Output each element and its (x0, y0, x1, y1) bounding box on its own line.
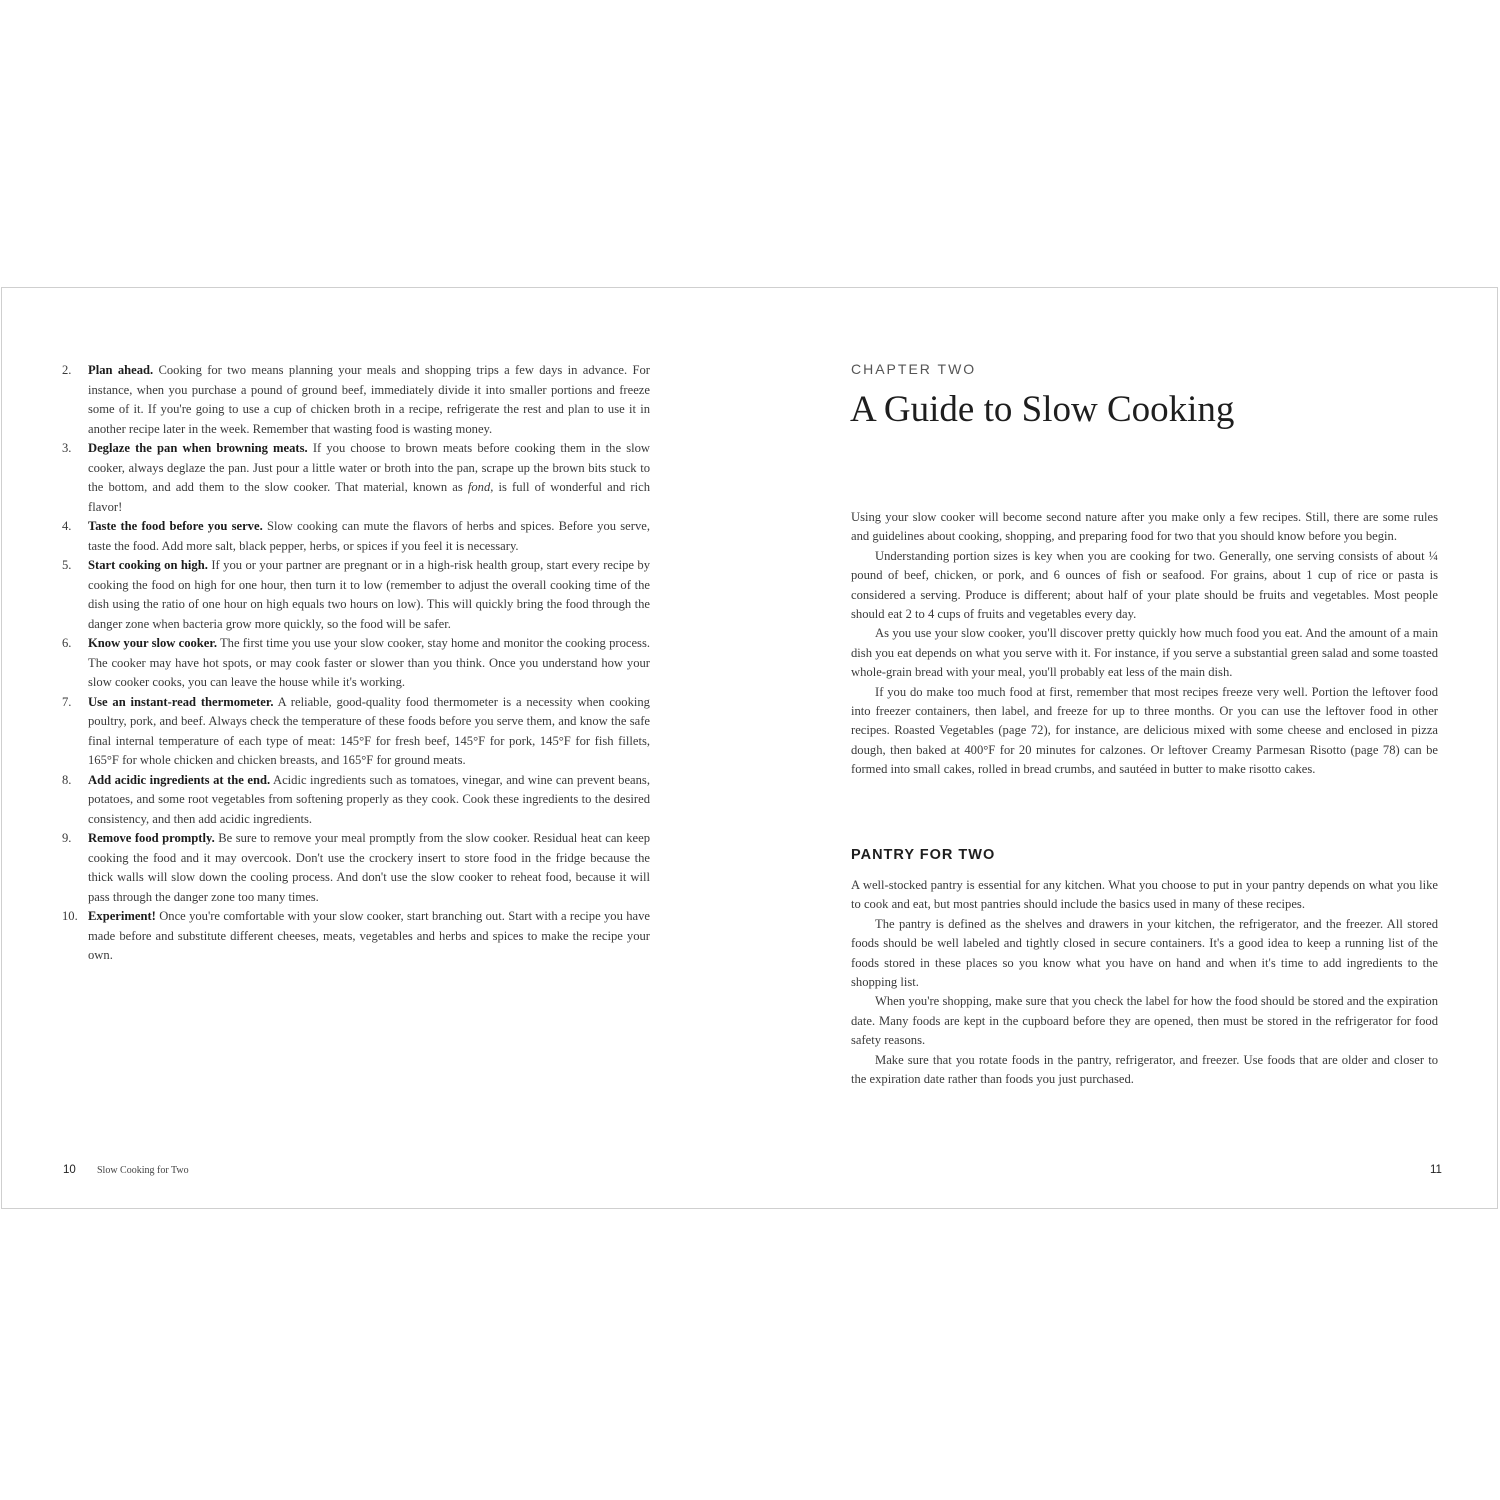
item-number: 3. (62, 441, 72, 455)
item-title: Taste the food before you serve. (88, 519, 263, 533)
item-title: Plan ahead. (88, 363, 154, 377)
item-title: Experiment! (88, 909, 156, 923)
paragraph: The pantry is defined as the shelves and drawers in your kitchen, the refrigerator, and the freezer. All stored foods should be well labeled and tightly closed in secure containers. It's a good idea to keep a running list of the foods stored in these places so you know what you have on hand and when it's time to add ingredients to the shopping list. (851, 916, 1438, 990)
item-number: 6. (62, 636, 72, 650)
item-title: Deglaze the pan when browning meats. (88, 441, 308, 455)
right-page (750, 288, 1499, 1208)
book-spread (1, 287, 1498, 1209)
paragraph: As you use your slow cooker, you'll discover pretty quickly how much food you eat. And the amount of a main dish you eat depends on what you serve with it. For instance, if you serve a substantial green salad and some toasted whole-grain bread with your meal, you'll probably eat less of the main dish. (851, 626, 1438, 680)
paragraph: Using your slow cooker will become second nature after you make only a few recipes. Still, there are some rules and guidelines about cooking, shopping, and preparing food for two that you should know before you begin. (851, 510, 1438, 544)
pantry-text (851, 876, 1438, 1089)
item-number: 2. (62, 363, 72, 377)
item-number: 7. (62, 694, 72, 709)
list-item (62, 517, 650, 556)
item-title: Remove food promptly. (88, 831, 215, 845)
list-item (62, 439, 650, 517)
running-title: Slow Cooking for Two (97, 1165, 189, 1176)
list-item (62, 634, 650, 693)
item-number: 10. (62, 909, 78, 923)
page-number: 10 (63, 1164, 76, 1176)
list-item (62, 693, 650, 771)
item-number: 9. (62, 831, 72, 845)
item-text-after: is full of wonderful and rich flavor! (88, 480, 650, 514)
page-number: 11 (1430, 1164, 1442, 1176)
paragraph: If you do make too much food at first, remember that most recipes freeze very well. Portion the leftover food into freezer containers, then label, and freeze for up to three months. Or you can use the leftover food in other recipes. Roasted Vegetables (page 72), for instance, are delicious mixed with some cheese and enclosed in pizza dough, then baked at 400°F for 20 minutes for calzones. Or leftover Creamy Parmesan Risotto (page 78) can be formed into small cakes, rolled in bread crumbs, and sautéed in butter to make risotto cakes. (851, 684, 1438, 777)
item-number: 8. (62, 772, 72, 787)
paragraph: When you're shopping, make sure that you check the label for how the food should be stored and the expiration date. Many foods are kept in the cupboard before they are opened, then must be stored in the refrigerator for food safety reasons. (851, 994, 1438, 1048)
paragraph: A well-stocked pantry is essential for any kitchen. What you choose to put in your pantry depends on what you like to cook and eat, but most pantries should include the basics used in many of these recipes. (851, 878, 1438, 912)
list-item (62, 829, 650, 907)
item-text: Once you're comfortable with your slow cooker, start branching out. Start with a recipe you have made before and substitute different cheeses, meats, vegetables and herbs and spices to make the recipe your own. (88, 909, 650, 962)
item-text: A reliable, good-quality food thermometer is a necessity when cooking poultry, pork, and beef. Always check the temperature of these foods before you serve them, and know the safe final internal temperature of each type of meat: 145°F for fresh beef, 145°F for pork, 145°F for fish fillets, 165°F for whole chicken and chicken breasts, and 165°F for ground meats. (88, 694, 650, 767)
chapter-title: A Guide to Slow Cooking (850, 389, 1235, 430)
item-text: Cooking for two means planning your meals and shopping trips a few days in advance. For instance, when you purchase a pound of ground beef, immediately divide it into smaller portions and freeze some of it. If you're going to use a cup of chicken broth in a recipe, refrigerate the rest and plan to use it in another recipe later in the week. Remember that wasting food is wasting money. (88, 363, 650, 436)
list-item (62, 907, 650, 966)
item-number: 4. (62, 519, 72, 533)
list-item (62, 361, 650, 439)
item-text: Slow cooking can mute the flavors of herbs and spices. Before you serve, taste the food. Add more salt, black pepper, herbs, or spices if you feel it is necessary. (88, 519, 651, 553)
item-number: 5. (62, 558, 72, 572)
item-text: Acidic ingredients such as tomatoes, vinegar, and wine can prevent beans, potatoes, and some root vegetables from softening properly as they cook. Cook these ingredients to the desired consistency, and then add acidic ingredients. (88, 772, 650, 826)
left-page (2, 288, 750, 1208)
item-text: If you or your partner are pregnant or in a high-risk health group, start every recipe by cooking the food on high for one hour, then turn it to low (remember to adjust the overall cooking time of the dish using the ratio of one hour on high equals two hours on low). This will quickly bring the food through the danger zone when bacteria grow more quickly, so the food will be safer. (88, 558, 650, 631)
item-title: Add acidic ingredients at the end. (88, 772, 271, 787)
item-title: Start cooking on high. (88, 558, 208, 572)
list-item (62, 556, 650, 634)
paragraph: Make sure that you rotate foods in the pantry, refrigerator, and freezer. Use foods that are older and closer to the expiration date rather than foods you just purchased. (851, 1052, 1438, 1087)
list-item (62, 771, 650, 830)
tips-list (62, 361, 650, 966)
paragraph: Understanding portion sizes is key when you are cooking for two. Generally, one serving consists of about ¼ pound of beef, chicken, or pork, and 6 ounces of fish or seafood. For grains, about 1 cup of rice or pasta is considered a serving. Produce is different; about half of your plate should be fruits and vegetables. Most people should eat 2 to 4 cups of fruits and vegetables every day. (851, 548, 1438, 622)
item-text-emphasis: fond, (467, 480, 494, 494)
item-text-before: If you choose to brown meats before cooking them in the slow cooker, always deglaze the pan. Just pour a little water or broth into the pan, scrape up the brown bits stuck to the bottom, and add them to the slow cooker. That material, known as (88, 441, 650, 494)
item-text: Be sure to remove your meal promptly from the slow cooker. Residual heat can keep cooking the food and it may overcook. Don't use the crockery insert to store food in the fridge because the thick walls will slow down the cooling process. And don't use the slow cooker to reheat food, because it will pass through the danger zone too many times. (88, 831, 650, 904)
item-title: Know your slow cooker. (88, 636, 217, 650)
item-text: The first time you use your slow cooker, stay home and monitor the cooking process. The cooker may have hot spots, or may cook faster or slower than you think. Once you understand how your slow cooker cooks, you can leave the house while it's working. (88, 636, 650, 689)
item-title: Use an instant-read thermometer. (88, 694, 274, 709)
section-heading: PANTRY FOR TWO (851, 847, 996, 863)
chapter-label: CHAPTER TWO (851, 361, 977, 377)
intro-text (851, 508, 1438, 780)
